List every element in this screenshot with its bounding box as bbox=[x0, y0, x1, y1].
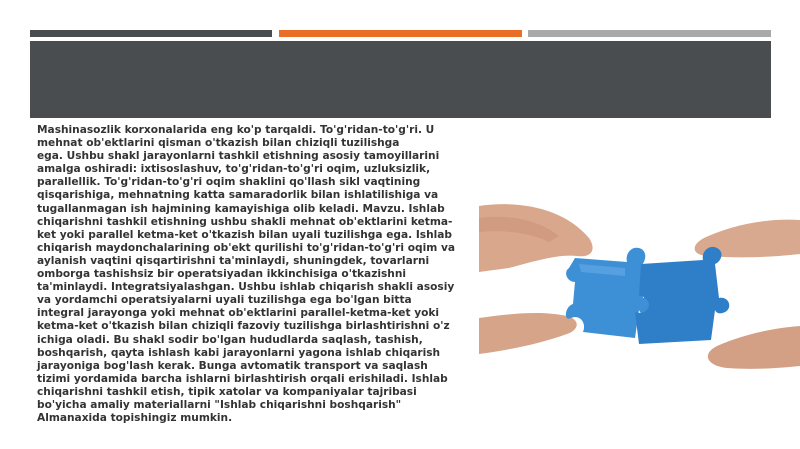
puzzle-hands-image bbox=[479, 198, 800, 378]
title-band bbox=[30, 41, 771, 118]
accent-bar-gray bbox=[528, 30, 771, 37]
accent-bar-dark bbox=[30, 30, 272, 37]
puzzle-hands-illustration bbox=[479, 198, 800, 378]
accent-bar-orange bbox=[279, 30, 522, 37]
body-text: Mashinasozlik korxonalarida eng ko'p tarqaldi. To'g'ridan-to'g'ri. U mehnat ob'ektlarini qisman o'tkazish bilan chiziqli tuzilishga ega. Ushbu shakl jarayonlarni tashkil etishning asosiy tamoyillarini amalga oshiradi: ixtisoslashuv, to'g'ridan-to'g'ri oqim, uzluksizlik, parallellik. To'g'ridan-to'g'ri oqim shaklini qo'llash sikl vaqtining qisqarishiga, mehnatning katta samaradorlik bilan ishlatilishiga va tugallanmagan ish hajmining kamayishiga olib keladi. Mavzu. Ishlab chiqarishni tashkil etishning ushbu shakli mehnat ob'ektlarini ketma- ket yoki parallel ketma-ket o'tkazish bilan uyali tuzilishga ega. Ishlab chiqarish maydonchalarining ob'ekt qurilishi to'g'ridan-to'g'ri oqim va aylanish vaqtini qisqartirishni ta'minlaydi, shuningdek, tovarlarni omborga tashishsiz bir operatsiyadan ikkinchisiga o'tkazishni ta'minlaydi. Integratsiyalashgan. Ushbu ishlab chiqarish shakli asosiy va yordamchi operatsiyalarni uyali tuzilishga ega bo'lgan bitta integral jarayonga yoki mehnat ob'ektlarini parallel-ketma-ket yoki ketma-ket o'tkazish bilan chiziqli fazoviy tuzilishga birlashtirishni o'z ichiga oladi. Bu shakl sodir bo'lgan hududlarda saqlash, tashish, boshqarish, qayta ishlash kabi jarayonlarni yagona ishlab chiqarish jarayoniga bog'lash kerak. Bunga avtomatik transport va saqlash tizimi yordamida barcha ishlarni birlashtirish orqali erishiladi. Ishlab chiqarishni tashkil etish, tipik xatolar va kompaniyalar tajribasi bo'yicha amaliy materiallarni "Ishlab chiqarishni boshqarish" Almanaxida topishingiz mumkin. bbox=[37, 124, 456, 425]
